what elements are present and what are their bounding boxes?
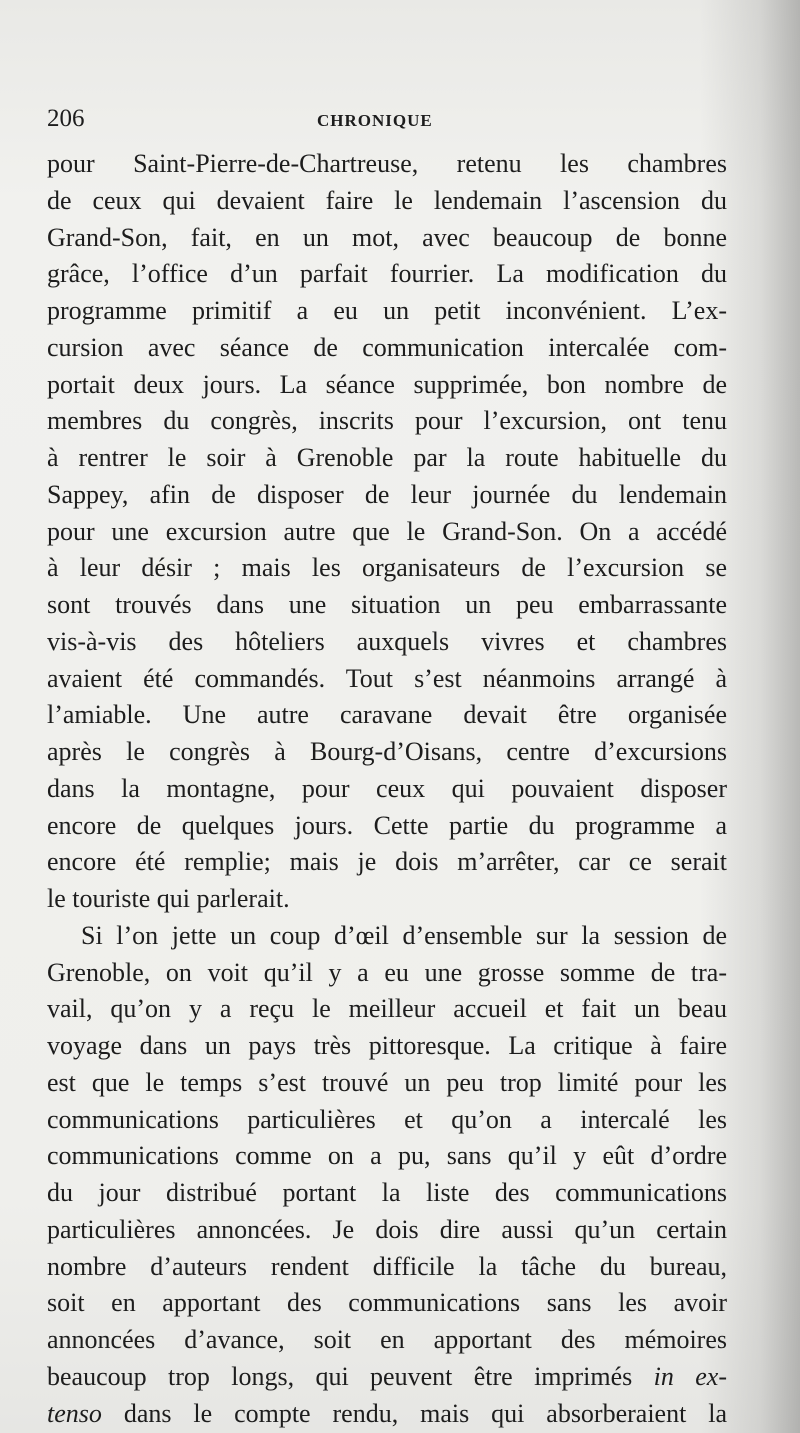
text-line: Grenoble, on voit qu’il y a eu une grosse somme de tra- bbox=[47, 957, 727, 987]
text-segment: dans le compte rendu, mais qui absorberaient la bbox=[123, 1398, 727, 1428]
text-line-with-italic bbox=[47, 1396, 727, 1433]
text-line: annoncées d’avance, soit en apportant des mémoires bbox=[47, 1325, 727, 1354]
page-number: 206 bbox=[47, 105, 85, 132]
text-line: particulières annoncées. Je dois dire aussi qu’un certain bbox=[47, 1214, 727, 1244]
running-head: CHRONIQUE bbox=[317, 111, 433, 130]
text-segment: beaucoup trop longs, qui peuvent être imprimés bbox=[47, 1361, 633, 1391]
text-line: sont trouvés dans une situation un peu embarrassante bbox=[47, 590, 727, 619]
text-line: communications comme on a pu, sans qu’il y eût d’ordre bbox=[47, 1141, 727, 1171]
text-line: Sappey, afin de disposer de leur journée du lendemain bbox=[47, 479, 727, 509]
text-line: le touriste qui parlerait. bbox=[47, 884, 290, 913]
text-line: grâce, l’office d’un parfait fourrier. La modification du bbox=[47, 259, 727, 289]
text-line: membres du congrès, inscrits pour l’excursion, ont tenu bbox=[47, 406, 727, 436]
text-line: à rentrer le soir à Grenoble par la route habituelle du bbox=[47, 443, 727, 472]
text-line: après le congrès à Bourg-d’Oisans, centre d’excursions bbox=[47, 737, 727, 766]
text-line: encore été remplie; mais je dois m’arrêter, car ce serait bbox=[47, 847, 727, 877]
text-line: du jour distribué portant la liste des communications bbox=[47, 1178, 727, 1207]
text-line: Grand-Son, fait, en un mot, avec beaucoup de bonne bbox=[47, 222, 727, 252]
page-header bbox=[47, 104, 727, 134]
text-line: est que le temps s’est trouvé un peu trop limité pour les bbox=[47, 1067, 727, 1097]
body-text bbox=[47, 146, 727, 1432]
text-line: nombre d’auteurs rendent difficile la tâche du bureau, bbox=[47, 1251, 727, 1281]
text-line-with-italic bbox=[47, 1359, 727, 1396]
text-line: de ceux qui devaient faire le lendemain l’ascension du bbox=[47, 185, 727, 215]
text-line: à leur désir ; mais les organisateurs de l’excursion se bbox=[47, 553, 727, 583]
paragraph-first-line: Si l’on jette un coup d’œil d’ensemble sur la session de bbox=[81, 920, 727, 950]
italic-text: tenso bbox=[47, 1398, 102, 1428]
text-line: communications particulières et qu’on a intercalé les bbox=[47, 1104, 727, 1134]
text-line: portait deux jours. La séance supprimée, bon nombre de bbox=[47, 369, 727, 399]
text-line: pour une excursion autre que le Grand-Son. On a accédé bbox=[47, 516, 727, 546]
text-line: vis-à-vis des hôteliers auxquels vivres et chambres bbox=[47, 626, 727, 656]
text-line: pour Saint-Pierre-de-Chartreuse, retenu les chambres bbox=[47, 149, 727, 178]
text-line: soit en apportant des communications sans les avoir bbox=[47, 1288, 727, 1318]
italic-text: in ex- bbox=[653, 1361, 728, 1391]
text-line: voyage dans un pays très pittoresque. La critique à faire bbox=[47, 1031, 727, 1060]
text-line: l’amiable. Une autre caravane devait être organisée bbox=[47, 700, 727, 730]
text-line: vail, qu’on y a reçu le meilleur accueil et fait un beau bbox=[47, 994, 727, 1024]
text-line: dans la montagne, pour ceux qui pouvaient disposer bbox=[47, 773, 727, 803]
text-line: avaient été commandés. Tout s’est néanmoins arrangé à bbox=[47, 663, 727, 693]
text-line: programme primitif a eu un petit inconvénient. L’ex- bbox=[47, 296, 727, 325]
text-line: cursion avec séance de communication intercalée com- bbox=[47, 332, 727, 362]
text-line: encore de quelques jours. Cette partie du programme a bbox=[47, 810, 727, 840]
